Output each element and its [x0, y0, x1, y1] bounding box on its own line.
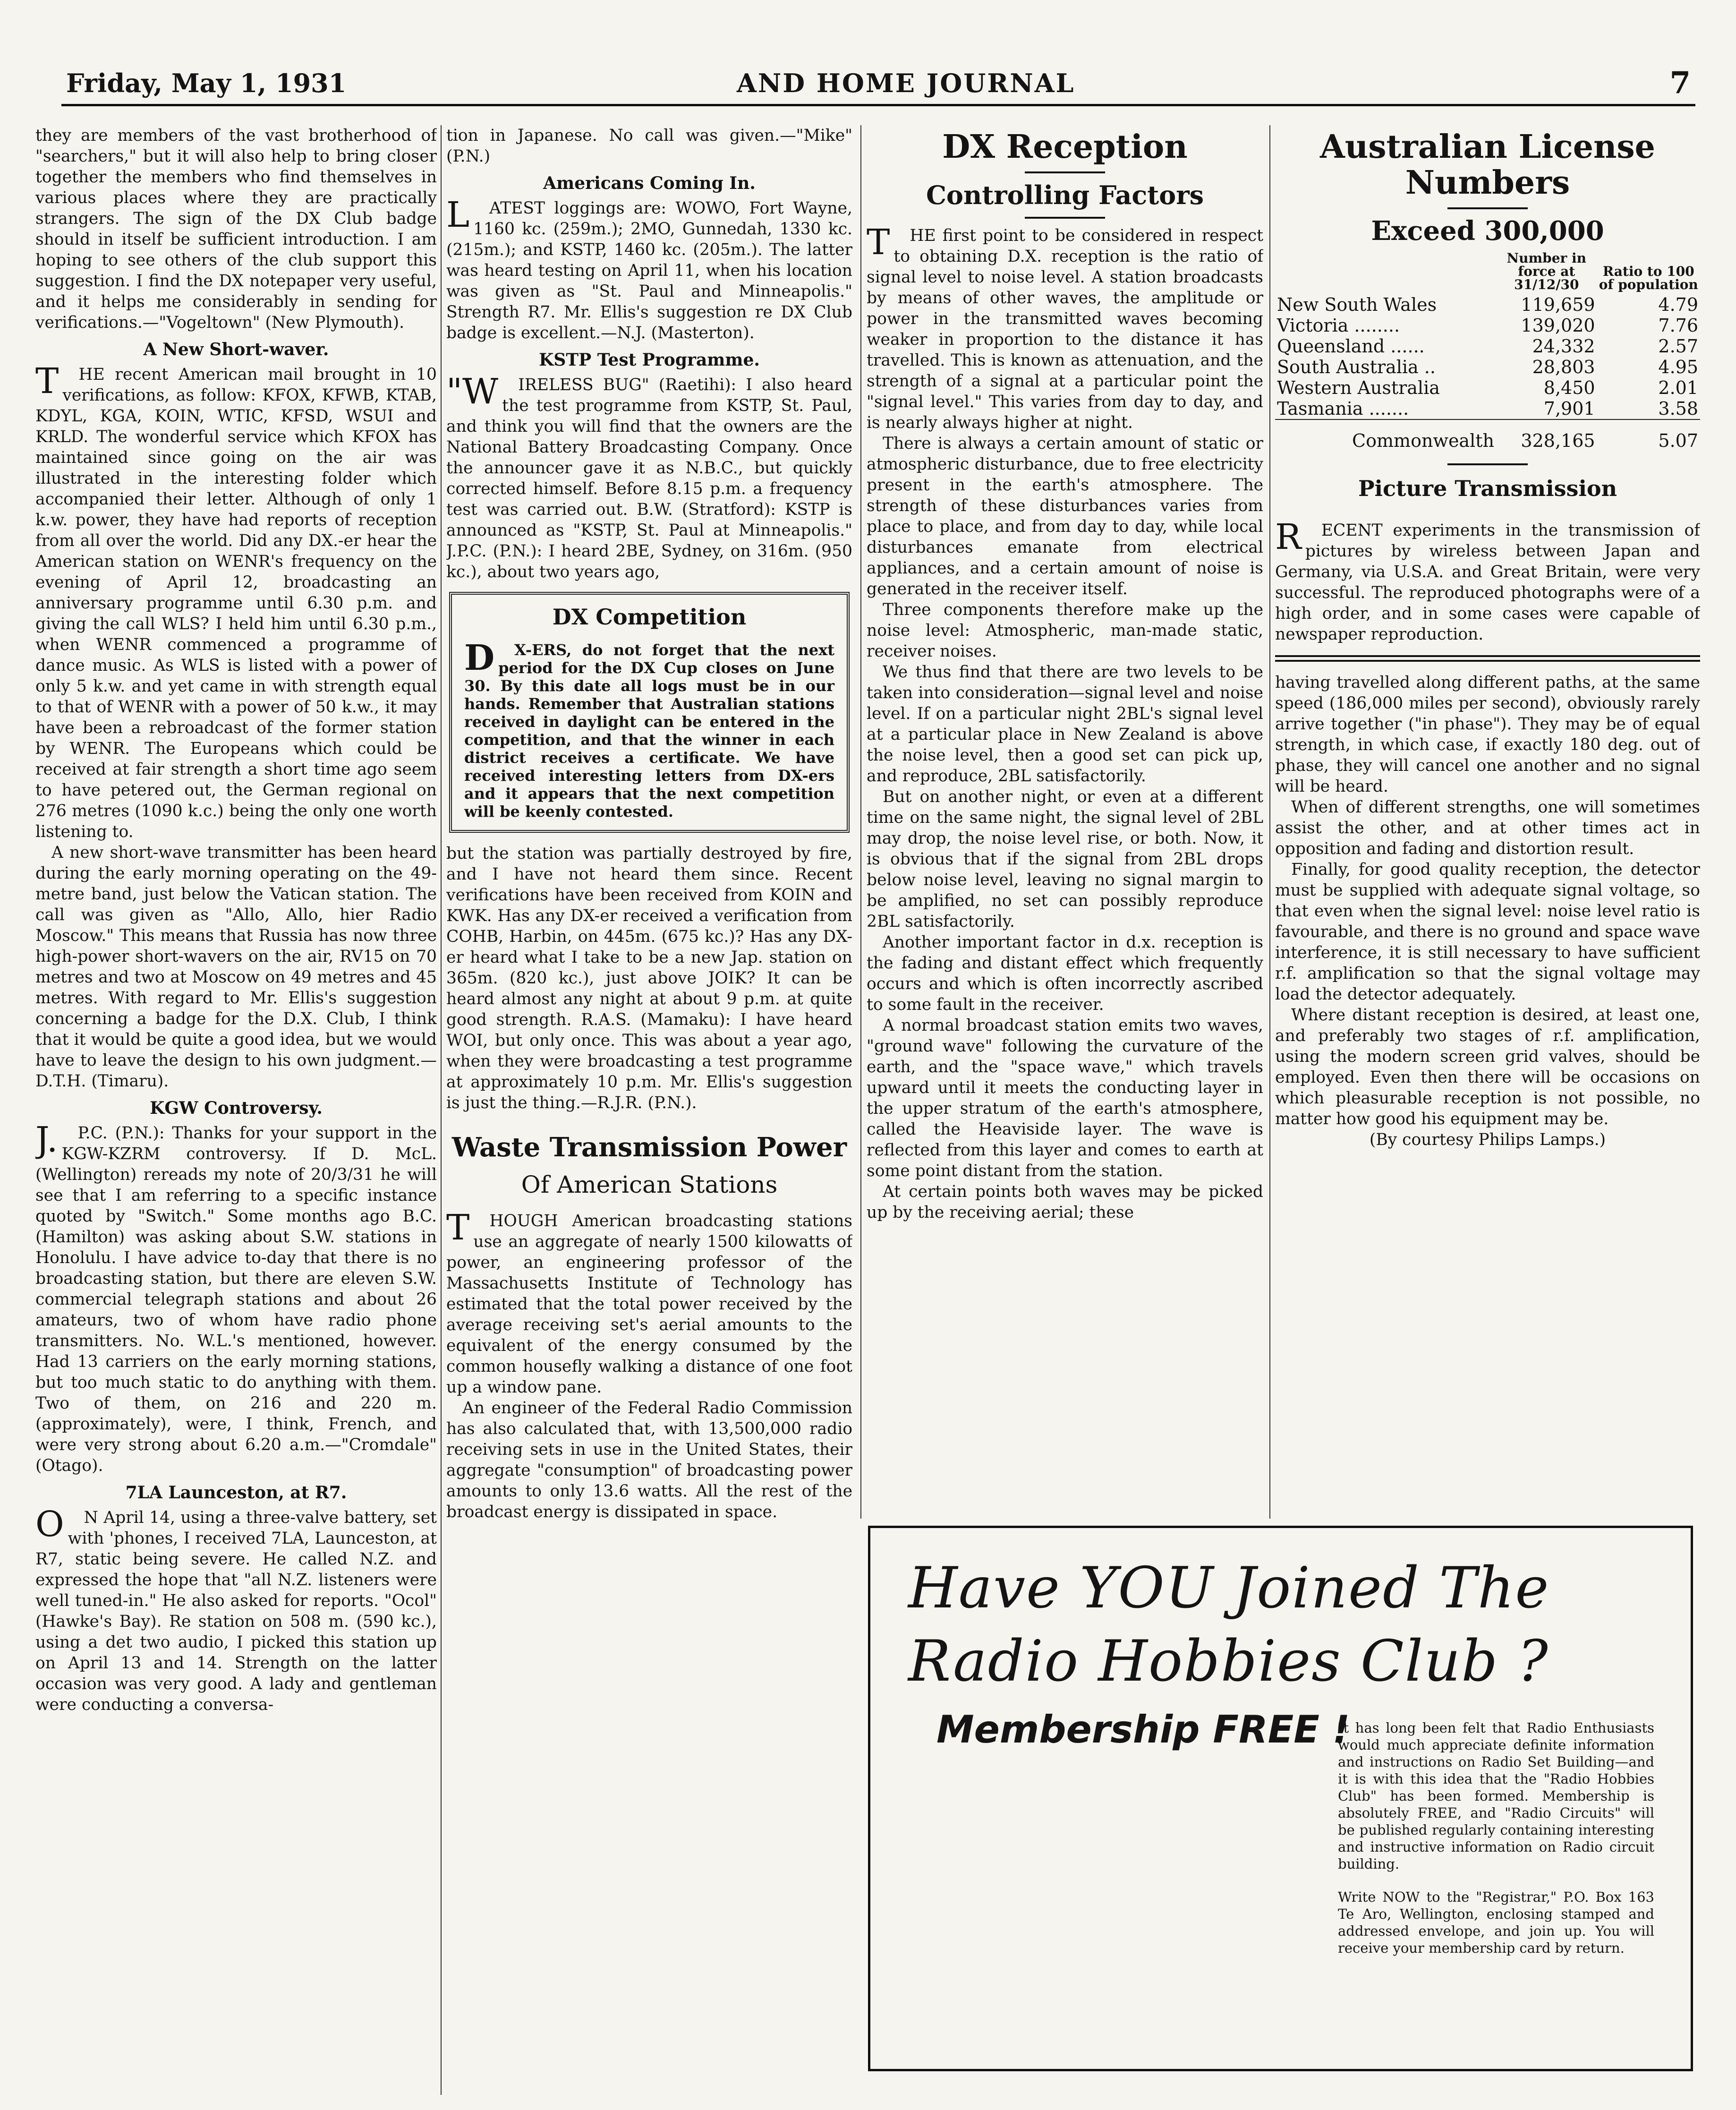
- section-heading: 7LA Launceston, at R7.: [125, 1483, 347, 1503]
- article-subtitle: Controlling Factors: [926, 180, 1204, 210]
- ratio-cell: 7.76: [1658, 315, 1698, 336]
- section-heading: KGW Controversy.: [150, 1098, 323, 1118]
- double-rule: [1275, 655, 1700, 662]
- article-title: Australian License Numbers: [1320, 128, 1655, 202]
- ad-body: [1338, 1719, 1654, 1973]
- title-rule: [1447, 207, 1528, 209]
- section-rule: [1447, 463, 1528, 465]
- total-ratio: 5.07: [1597, 419, 1700, 451]
- number-cell: 7,901: [1543, 398, 1595, 419]
- page-number: 7: [1669, 65, 1691, 101]
- article-text: We thus find that there are two levels to be taken into consideration—signal level and noise level. If on a particular night 2BL's signal level at a particular place in New Zealand is above the noise level, then a good set can pick up, and reproduce, 2BL satisfactorily.: [867, 663, 1263, 786]
- table-header-row: [1275, 252, 1700, 294]
- state-cell: Victoria ........: [1277, 315, 1400, 336]
- journal-title: AND HOME JOURNAL: [737, 68, 1075, 98]
- ratio-cell: 3.58: [1658, 398, 1698, 419]
- article-text: they are members of the vast brotherhood of "searchers," but it will also help to bring closer together the members who find themselves in various places where they are practically strangers. The sign of the DX Club badge should in itself be sufficient introduction. I am hoping to see others of the club support this suggestion. I find the DX notepaper very useful, and it helps me considerably in sending for verifications.—"Vogeltown" (New Plymouth).: [35, 126, 437, 332]
- section-heading: A New Short-waver.: [143, 340, 329, 359]
- column-rule: [1269, 125, 1270, 1519]
- table-row: [1275, 377, 1700, 398]
- article-text: Three components therefore make up the noise level: Atmospheric, man-made static, receiver noises.: [867, 600, 1263, 661]
- article-text: tion in Japanese. No call was given.—"Mike" (P.N.): [446, 126, 852, 166]
- article-text: THE first point to be considered in respect to obtaining D.X. reception is the ratio of signal level to noise level. A station broadcasts by means of other waves, the amplitude or power in the transmitted waves becoming weaker in proportion to the distance it has travelled. This is known as attenuation, and the strength of a signal at a particular point the "signal level." This varies from day to day, and is nearly always higher at night.: [867, 222, 1263, 432]
- ad-subheadline: Membership FREE !: [936, 1708, 1350, 1751]
- article-text: ON April 14, using a three-valve battery, set with 'phones, I received 7LA, Launceston, at R7, static being severe. He called N.Z. and expressed the hope that "all N.Z. listeners were well tuned-in." He also asked for reports. "Ocol" (Hawke's Bay). Re station on 508 m. (590 kc.), using a det two audio, I picked this station up on April 13 and 14. Strength on the latter occasion was very good. A lady and gentleman were conducting a conversa-: [35, 1504, 437, 1714]
- column-2: [446, 125, 852, 2095]
- article-text: "WIRELESS BUG" (Raetihi): I also heard the test programme from KSTP, St. Paul, and think you will find that the owners are the National Battery Broadcasting Company. Once the announcer gave it as N.B.C., but quickly corrected himself. Before 8.15 p.m. a frequency test was carried out. B.W. (Stratford): KSTP is announced as "KSTP, St. Paul at Minneapolis." J.P.C. (P.N.): I heard 2BE, Sydney, on 316m. (950 kc.), about two years ago,: [446, 371, 852, 581]
- column-header: Number in force at 31/12/30: [1506, 250, 1587, 292]
- article-text: RECENT experiments in the transmission of pictures by wireless between Japan and Germany, via U.S.A. and Great Britain, were very successful. The reproduced photographs were of a high order, and in some cases were capable of newspaper reproduction.: [1275, 517, 1700, 644]
- page-header: [61, 61, 1695, 106]
- state-cell: New South Wales: [1277, 294, 1437, 315]
- number-cell: 119,659: [1521, 294, 1595, 315]
- article-text: Finally, for good quality reception, the detector must be supplied with adequate signal voltage, so that even when the signal level: noise level ratio is favourable, and there is no ground and space wave interference, it is still necessary to have sufficient r.f. amplification so that the signal voltage may load the detector adequately.: [1275, 860, 1700, 1004]
- article-text: At certain points both waves may be picked up by the receiving aerial; these: [867, 1182, 1263, 1222]
- article-text: LATEST loggings are: WOWO, Fort Wayne, 1160 kc. (259m.); 2MO, Gunnedah, 1330 kc. (215m.); and KSTP, 1460 kc. (205m.). The latter was heard testing on April 11, when his location was given as "St. Paul and Minneapolis." Strength R7. Mr. Ellis's suggestion re DX Club badge is excellent.—N.J. (Masterton).: [446, 195, 852, 342]
- column-1: [35, 125, 437, 2095]
- table-row: [1275, 315, 1700, 336]
- radio-hobbies-ad: [868, 1526, 1693, 2071]
- table-total-row: [1275, 419, 1700, 451]
- article-title: Waste Transmission Power: [451, 1132, 847, 1163]
- article-text: Another important factor in d.x. reception is the fading and distant effect which frequently occurs and which is often incorrectly ascribed to some fault in the receiver.: [867, 933, 1263, 1014]
- box-title: DX Competition: [552, 604, 747, 630]
- article-credit: (By courtesy Philips Lamps.): [1369, 1130, 1606, 1149]
- license-table: [1275, 252, 1700, 451]
- table-row: [1275, 398, 1700, 419]
- ratio-cell: 4.95: [1658, 357, 1698, 377]
- column-4: [1275, 125, 1700, 1542]
- article-subtitle: Of American Stations: [521, 1171, 778, 1198]
- article-text: having travelled along different paths, at the same speed (186,000 miles per second), obviously rarely arrive together ("in phase"). They may be of equal strength, in which case, if exactly 180 deg. out of phase, they will cancel one another and no signal will be heard.: [1275, 673, 1700, 796]
- number-cell: 139,020: [1521, 315, 1595, 336]
- article-text: THE recent American mail brought in 10 verifications, as follow: KFOX, KFWB, KTAB, KDYL, KGA, KOIN, WTIC, KFSD, WSUI and KRLD. The wonderful service which KFOX has maintained since going on the air was illustrated in the interesting folder which accompanied their letter. Although of only 1 k.w. power, they have had reports of reception from all over the world. Did any DX.-er hear the American station on WENR's frequency on the evening of April 12, broadcasting an anniversary programme until 6.30 p.m. and giving the call WLS? I held him until 6.30 p.m., when WENR commenced a programme of dance music. As WLS is listed with a power of only 5 k.w. and yet came in with strength equal to that of WENR with a power of 50 k.w., it may have been a rebroadcast of the former station by WENR. The Europeans which could be received at fair strength a short time ago seem to have petered out, the German regional on 276 metres (1090 k.c.) being the only one worth listening to.: [35, 361, 437, 841]
- dx-competition-box: [449, 592, 850, 833]
- article-text: An engineer of the Federal Radio Commission has also calculated that, with 13,500,000 radio receiving sets in use in the United States, their aggregate "consumption" of broadcasting power amounts to only 13.6 watts. All the rest of the broadcast energy is dissipated in space.: [446, 1399, 852, 1521]
- ad-headline: Have YOU Joined The Radio Hobbies Club ?: [908, 1555, 1550, 1694]
- state-cell: South Australia ..: [1277, 357, 1436, 377]
- number-cell: 8,450: [1543, 377, 1595, 398]
- section-heading: KSTP Test Programme.: [539, 350, 760, 370]
- table-row: [1275, 357, 1700, 377]
- article-text: A new short-wave transmitter has been heard during the early morning operating on the 49-metre band, just below the Vatican station. The call was given as "Allo, Allo, hier Radio Moscow." This means that Russia has now three high-power short-wavers on the air, RV15 on 70 metres and two at Moscow on 49 metres and 45 metres. With regard to Mr. Ellis's suggestion concerning a badge for the D.X. Club, I think that it would be quite a good idea, but we would have to leave the design to his own judgment.—D.T.H. (Timaru).: [35, 843, 437, 1091]
- total-number: 328,165: [1496, 419, 1597, 451]
- issue-date: Friday, May 1, 1931: [66, 68, 347, 98]
- article-text: But on another night, or even at a different time on the same night, the signal level of 2BL may drop, the noise level rise, or both. Now, it is obvious that if the signal from 2BL drops below noise level, leaving no signal margin to be amplified, no set can possibly reproduce 2BL satisfactorily.: [867, 787, 1263, 931]
- table-row: [1275, 336, 1700, 357]
- state-cell: Tasmania .......: [1277, 398, 1409, 419]
- state-cell: Western Australia: [1277, 377, 1440, 398]
- article-title: DX Reception: [942, 128, 1188, 166]
- total-label: Commonwealth: [1275, 419, 1496, 451]
- number-cell: 24,332: [1532, 336, 1595, 357]
- ratio-cell: 2.01: [1658, 377, 1698, 398]
- ad-text: It has long been felt that Radio Enthusiasts would much appreciate definite information and instructions on Radio Set Building—and it is with this idea that the "Radio Hobbies Club" has been formed. Membership is absolutely FREE, and "Radio Circuits" will be published regularly containing interesting and instructive information on Radio circuit building.: [1338, 1720, 1654, 1872]
- ad-text: Write NOW to the "Registrar," P.O. Box 163 Te Aro, Wellington, enclosing stamped and addressed envelope, and join up. You will receive your membership card by return.: [1338, 1889, 1654, 1956]
- article-text: THOUGH American broadcasting stations use an aggregate of nearly 1500 kilowatts of power, an engineering professor of the Massachusetts Institute of Technology has estimated that the total power received by the average receiving set's aerial amounts to the equivalent of the energy consumed by the common housefly walking a distance of one foot up a window pane.: [446, 1207, 852, 1397]
- state-cell: Queensland ......: [1277, 336, 1425, 357]
- article-text: but the station was partially destroyed by fire, and I have not heard them since. Recent verifications have been received from KOIN and KWK. Has any DX-er received a verification from COHB, Harbin, on 445m. (675 kc.)? Has any DX-er heard what I take to be a new Jap. station on 365m. (820 kc.), just above JOIK? It can be heard almost any night at about 9 p.m. at quite good strength. R.A.S. (Mamaku): I have heard WOI, but only once. This was about a year ago, when they were broadcasting a test programme at approximately 10 p.m. Mr. Ellis's suggestion is just the thing.—R.J.R. (P.N.).: [446, 844, 852, 1112]
- article-text: Where distant reception is desired, at least one, and preferably two stages of r.f. amplification, using the modern screen grid valves, should be employed. Even then there will be occasions on which pleasurable reception is not possible, no matter how good his equipment may be.: [1275, 1006, 1700, 1128]
- title-rule: [1025, 217, 1105, 219]
- column-header: Ratio to 100 of population: [1599, 264, 1698, 292]
- table-row: [1275, 294, 1700, 315]
- ratio-cell: 2.57: [1658, 336, 1698, 357]
- article-text: When of different strengths, one will sometimes assist the other, and at other times act in opposition and fading and distortion result.: [1275, 798, 1700, 858]
- section-heading: Picture Transmission: [1358, 476, 1617, 501]
- article-text: There is always a certain amount of static or atmospheric disturbance, due to free electricity present in the earth's atmosphere. The strength of these disturbances varies from place to place, and from day to day, while local disturbances emanate from electrical appliances, and a certain amount of noise is generated in the receiver itself.: [867, 434, 1263, 598]
- number-cell: 28,803: [1532, 357, 1595, 377]
- ratio-cell: 4.79: [1658, 294, 1698, 315]
- article-subtitle: Exceed 300,000: [1371, 215, 1604, 247]
- article-text: A normal broadcast station emits two waves, "ground wave" following the curvature of the earth, and the "space wave," which travels upward until it meets the conducting layer in the upper stratum of the earth's atmosphere, called the Heaviside layer. The wave is reflected from this layer and comes to earth at some point distant from the station.: [867, 1016, 1263, 1180]
- article-text: J.P.C. (P.N.): Thanks for your support in the KGW-KZRM controversy. If D. McL. (Wellington) rereads my note of 20/3/31 he will see that I am referring to a specific instance quoted by "Switch." Some months ago B.C. (Hamilton) was asking about S.W. stations in Honolulu. I have advice to-day that there is no broadcasting station, but there are eleven S.W. commercial telegraph stations and about 26 amateurs, two of whom have radio phone transmitters. No. W.L.'s mentioned, however. Had 13 carriers on the early morning stations, but too much static to do anything with them. Two of them, on 216 and 220 m. (approximately), were, I think, French, and were very strong about 6.20 a.m.—"Cromdale" (Otago).: [35, 1119, 437, 1475]
- section-heading: Americans Coming In.: [543, 173, 756, 193]
- box-text: DX-ERS, do not forget that the next period for the DX Cup closes on June 30. By this date all logs must be in our hands. Remember that Australian stations received in daylight can be entered in the competition, and that the winner in each district receives a certificate. We have received interesting letters from DX-ers and it appears that the next competition will be keenly contested.: [464, 638, 834, 820]
- column-rule: [441, 125, 442, 2095]
- column-3: [867, 125, 1263, 1542]
- column-rule: [860, 125, 861, 1519]
- title-rule: [1025, 171, 1105, 173]
